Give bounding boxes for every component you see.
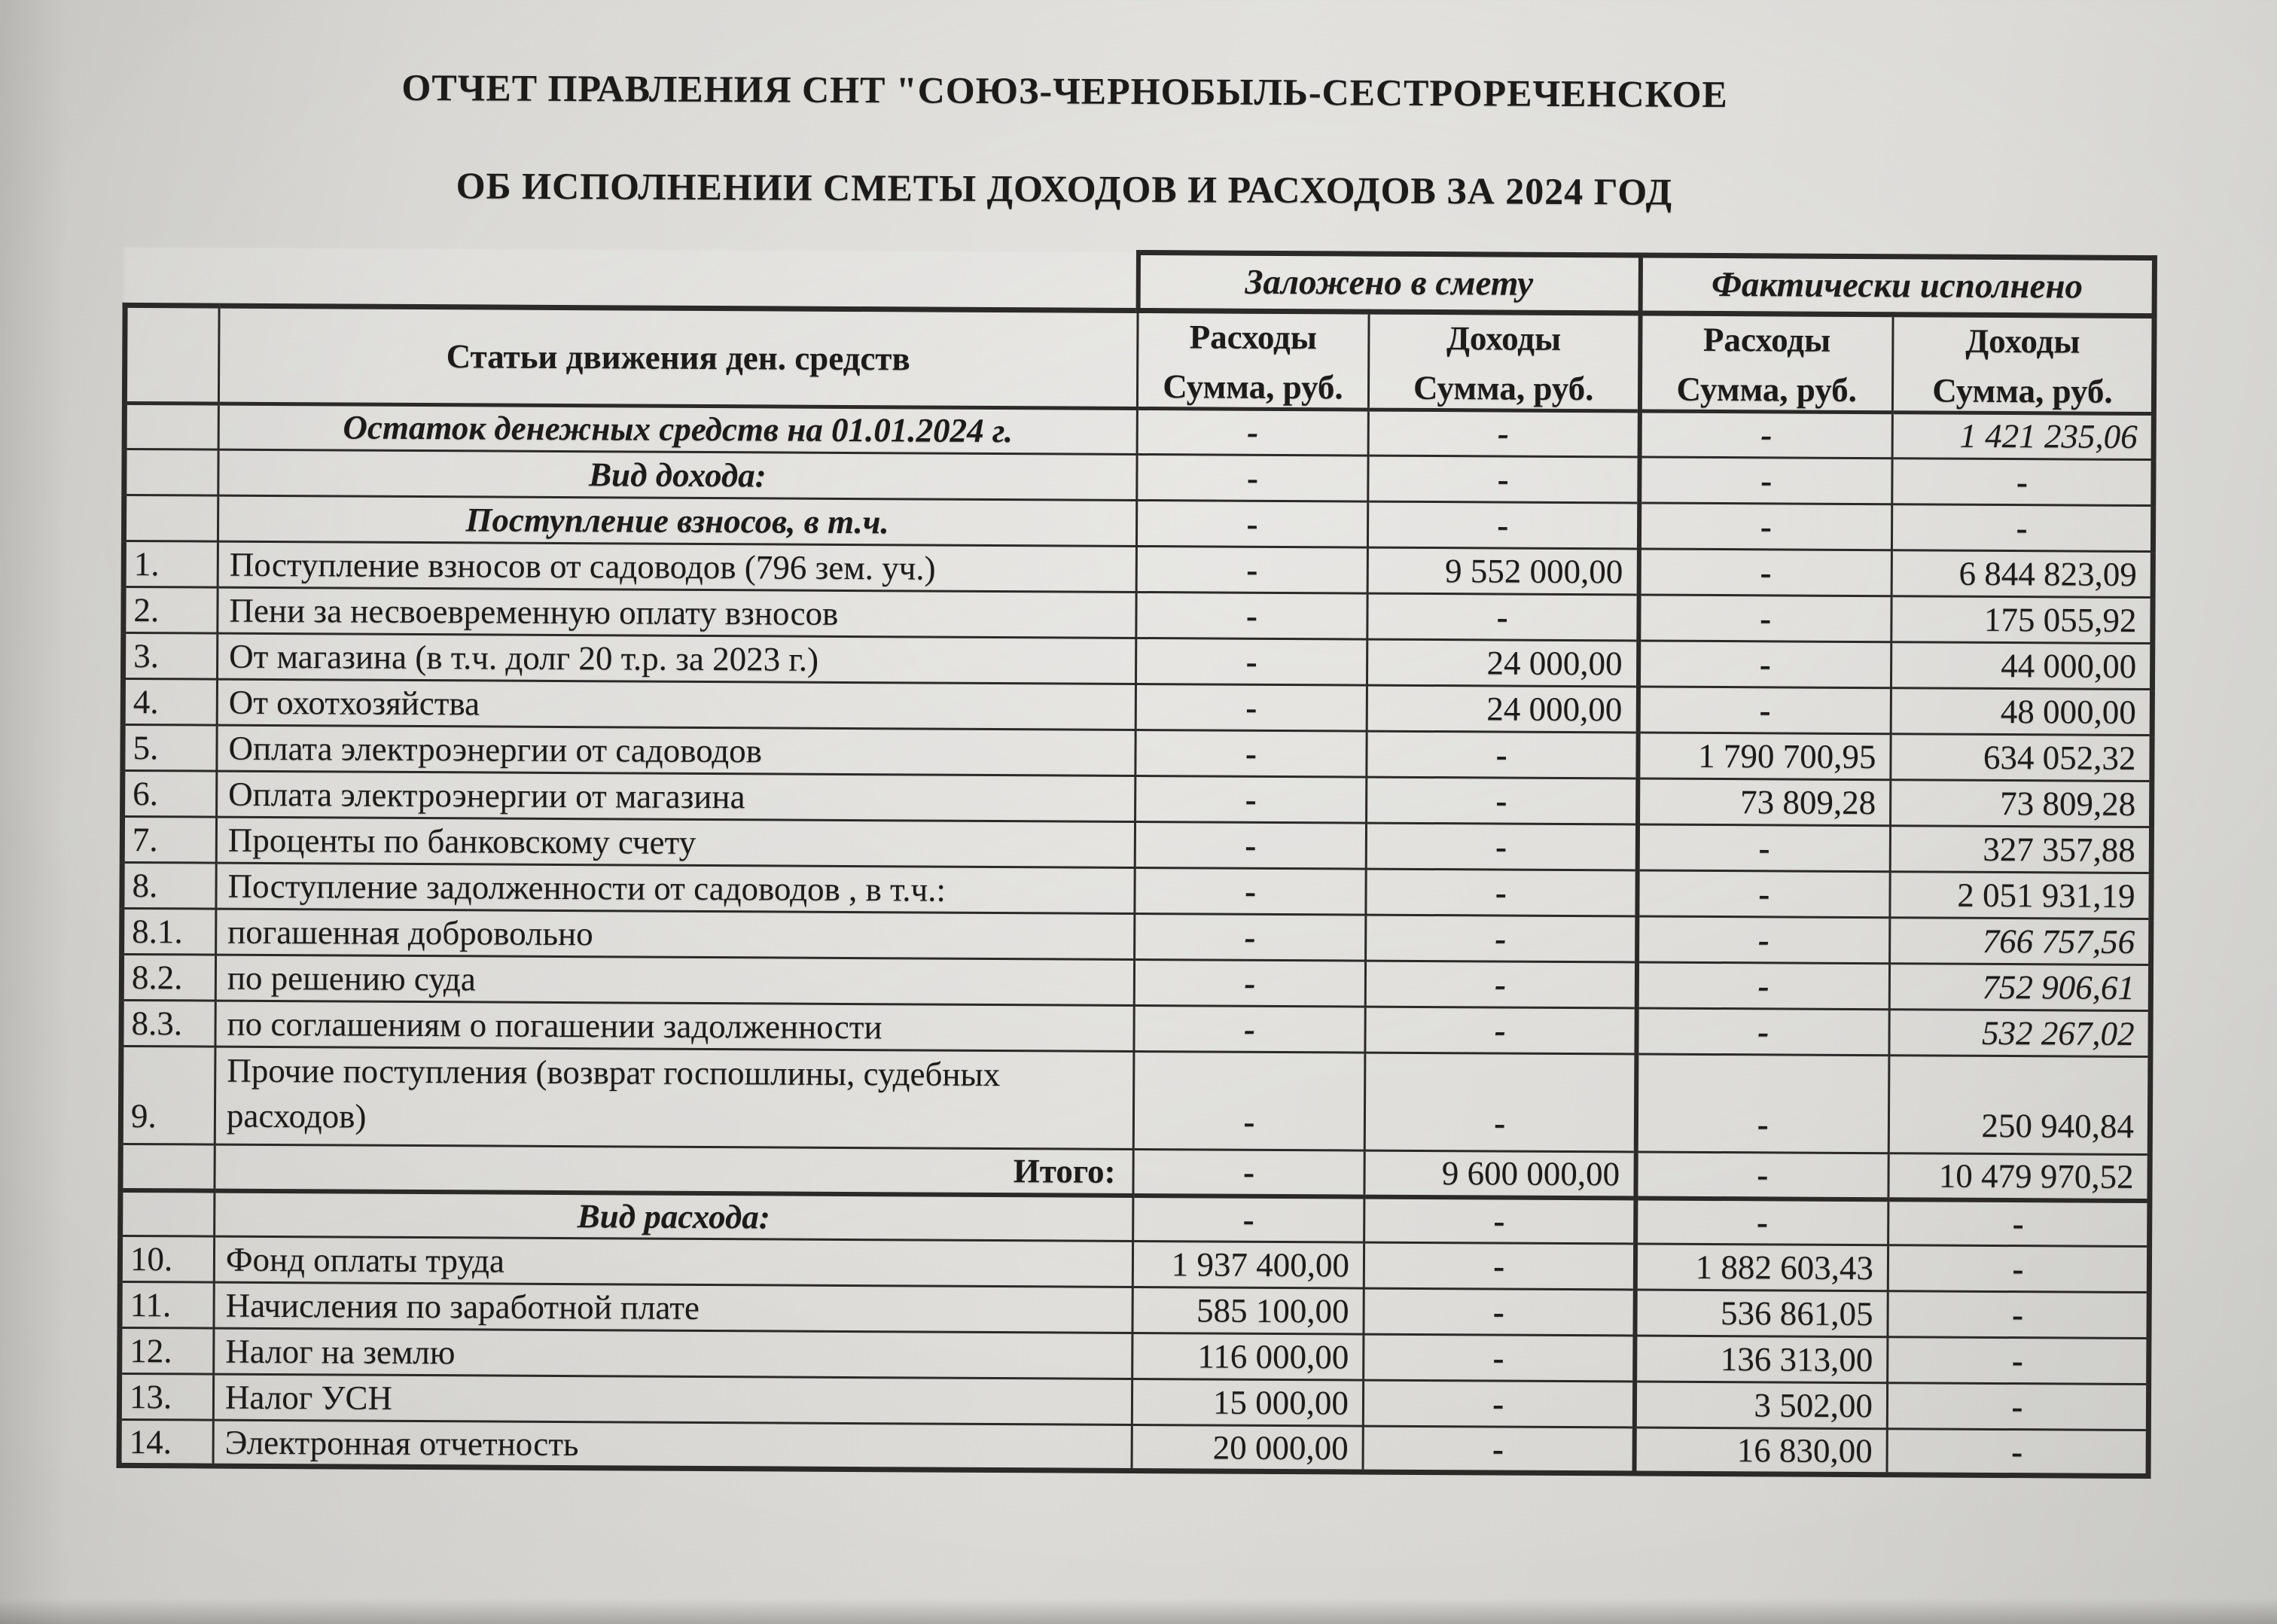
row-label: Оплата электроэнергии от садоводов — [217, 725, 1135, 775]
empty-value-cell: - — [1639, 456, 1892, 504]
row-label: Вид расхода: — [215, 1190, 1133, 1241]
amount-cell: 44 000,00 — [1891, 641, 2152, 689]
empty-value-cell: - — [1638, 594, 1891, 641]
row-label: Оплата электроэнергии от магазина — [217, 771, 1135, 821]
row-number: 8. — [122, 862, 216, 909]
amount-cell: 10 479 970,52 — [1888, 1153, 2150, 1201]
row-label: От магазина (в т.ч. долг 20 т.р. за 2023 г.) — [218, 633, 1136, 684]
row-number: 11. — [120, 1281, 214, 1328]
report-table-body — [119, 403, 2154, 1476]
empty-value-cell: - — [1364, 1288, 1635, 1336]
amount-cell: 585 100,00 — [1132, 1287, 1364, 1334]
empty-value-cell: - — [1363, 1426, 1634, 1473]
row-number — [124, 449, 218, 495]
amount-cell: 116 000,00 — [1132, 1333, 1364, 1380]
row-label: Поступление взносов от садоводов (796 зем. уч.) — [218, 541, 1136, 592]
empty-value-cell: - — [1133, 1051, 1365, 1150]
row-number: 8.2. — [121, 954, 215, 1001]
empty-value-cell: - — [1367, 777, 1638, 824]
amount-cell: 3 502,00 — [1634, 1382, 1887, 1429]
empty-value-cell: - — [1365, 1007, 1636, 1054]
row-number — [120, 1144, 215, 1190]
table-row — [120, 1046, 2150, 1155]
empty-value-cell: - — [1135, 867, 1366, 915]
amount-cell: 16 830,00 — [1634, 1427, 1887, 1475]
amount-cell: 1 882 603,43 — [1635, 1244, 1888, 1291]
empty-value-cell: - — [1136, 592, 1367, 639]
row-number: 12. — [120, 1327, 214, 1374]
amount-cell: 24 000,00 — [1367, 639, 1638, 687]
row-number: 3. — [123, 632, 218, 679]
budget-report-table — [117, 245, 2157, 1479]
row-number: 7. — [122, 816, 216, 863]
group-header-planned: Заложено в смету — [1138, 252, 1640, 312]
row-number: 9. — [120, 1046, 215, 1144]
actual-expenses-header: Расходы Сумма, руб. — [1639, 313, 1893, 412]
amount-cell: 250 940,84 — [1888, 1055, 2150, 1154]
amount-cell: 136 313,00 — [1635, 1336, 1888, 1383]
row-label: От охотхозяйства — [217, 679, 1135, 730]
amount-cell: 15 000,00 — [1132, 1379, 1363, 1426]
row-label: Остаток денежных средств на 01.01.2024 г. — [218, 404, 1137, 454]
empty-value-cell: - — [1635, 1152, 1888, 1199]
empty-value-cell: - — [1639, 410, 1892, 458]
empty-value-cell: - — [1364, 1334, 1635, 1382]
row-label: Фонд оплаты труда — [214, 1236, 1132, 1287]
empty-value-cell: - — [1137, 408, 1368, 456]
row-number: 1. — [123, 541, 218, 587]
empty-value-cell: - — [1638, 640, 1891, 687]
empty-value-cell: - — [1367, 501, 1638, 549]
amount-cell: 73 809,28 — [1638, 778, 1891, 825]
row-number: 6. — [123, 770, 217, 817]
empty-value-cell: - — [1135, 821, 1366, 869]
table-row — [119, 1419, 2148, 1476]
actual-income-header: Доходы Сумма, руб. — [1892, 315, 2154, 413]
empty-value-cell: - — [1133, 1195, 1364, 1242]
empty-value-cell: - — [1638, 502, 1891, 550]
empty-value-cell: - — [1363, 1380, 1634, 1427]
empty-value-cell: - — [1892, 458, 2154, 505]
row-label: Налог на землю — [214, 1328, 1132, 1379]
row-number — [124, 403, 218, 449]
empty-value-cell: - — [1368, 456, 1639, 503]
empty-value-cell: - — [1637, 870, 1890, 917]
row-label: Налог УСН — [213, 1374, 1132, 1424]
document-title — [17, 63, 2111, 216]
amount-cell: 9 552 000,00 — [1367, 547, 1638, 595]
planned-expenses-header: Расходы Сумма, руб. — [1137, 310, 1369, 409]
title-line-1: ОТЧЕТ ПРАВЛЕНИЯ СНТ "СОЮЗ-ЧЕРНОБЫЛЬ-СЕСТРОРЕЧЕНСКОЕ — [401, 66, 1728, 116]
empty-value-cell: - — [1365, 961, 1636, 1008]
amount-cell: 48 000,00 — [1891, 687, 2152, 735]
row-number — [123, 495, 218, 541]
empty-value-cell: - — [1368, 410, 1639, 457]
empty-value-cell: - — [1637, 916, 1890, 963]
amount-cell: 20 000,00 — [1132, 1424, 1363, 1472]
row-label: по соглашениям о погашении задолженности — [215, 1001, 1134, 1051]
amount-cell: 24 000,00 — [1367, 685, 1638, 733]
empty-value-cell: - — [1135, 775, 1367, 823]
row-label: Начисления по заработной плате — [214, 1282, 1132, 1333]
row-number — [120, 1190, 215, 1236]
amount-cell: 9 600 000,00 — [1364, 1150, 1635, 1198]
empty-value-cell: - — [1135, 730, 1367, 777]
empty-value-cell: - — [1888, 1337, 2149, 1385]
row-number: 8.1. — [122, 908, 216, 955]
row-number: 13. — [119, 1373, 213, 1420]
row-number: 14. — [119, 1419, 213, 1466]
row-label: Итого: — [215, 1144, 1133, 1195]
row-number: 5. — [123, 724, 217, 771]
empty-value-cell: - — [1134, 959, 1365, 1007]
row-number: 4. — [123, 678, 217, 725]
row-label: по решению суда — [215, 955, 1134, 1005]
row-number: 10. — [120, 1236, 214, 1282]
empty-value-cell: - — [1135, 684, 1367, 731]
row-number: 2. — [123, 587, 218, 633]
empty-value-cell: - — [1637, 824, 1890, 871]
empty-value-cell: - — [1888, 1245, 2149, 1293]
empty-value-cell: - — [1636, 1007, 1889, 1055]
group-header-actual: Фактически исполнено — [1640, 255, 2154, 316]
amount-cell: 1 937 400,00 — [1132, 1241, 1364, 1288]
empty-value-cell: - — [1366, 869, 1637, 916]
empty-value-cell: - — [1364, 1053, 1636, 1152]
empty-value-cell: - — [1638, 686, 1891, 733]
articles-column-header: Статьи движения ден. средств — [218, 306, 1138, 408]
amount-cell: 634 052,32 — [1891, 733, 2152, 781]
empty-value-cell: - — [1364, 1196, 1635, 1244]
column-header-row — [124, 305, 2154, 413]
row-number: 8.3. — [121, 1000, 215, 1047]
amount-cell: 6 844 823,09 — [1891, 550, 2153, 597]
row-number-header — [124, 305, 219, 403]
empty-value-cell: - — [1367, 593, 1638, 641]
group-header-row — [125, 247, 2154, 315]
empty-value-cell: - — [1364, 1242, 1635, 1290]
empty-value-cell: - — [1635, 1198, 1888, 1245]
amount-cell: 327 357,88 — [1890, 825, 2151, 873]
group-header-spacer — [125, 247, 1138, 310]
empty-value-cell: - — [1888, 1291, 2149, 1339]
empty-value-cell: - — [1134, 1005, 1365, 1053]
empty-value-cell: - — [1636, 961, 1889, 1009]
empty-value-cell: - — [1137, 454, 1368, 501]
amount-cell: 175 055,92 — [1891, 596, 2153, 643]
amount-cell: 73 809,28 — [1891, 779, 2152, 827]
amount-cell: 766 757,56 — [1890, 917, 2151, 964]
empty-value-cell: - — [1367, 731, 1638, 778]
amount-cell: 532 267,02 — [1889, 1009, 2150, 1056]
row-label: Пени за несвоевременную оплату взносов — [218, 587, 1136, 638]
empty-value-cell: - — [1891, 504, 2153, 551]
empty-value-cell: - — [1366, 823, 1637, 870]
title-line-2: ОБ ИСПОЛНЕНИИ СМЕТЫ ДОХОДОВ И РАСХОДОВ ЗА 2024 ГОД — [456, 164, 1673, 213]
row-label: Проценты по банковскому счету — [216, 817, 1135, 867]
empty-value-cell: - — [1133, 1149, 1364, 1196]
empty-value-cell: - — [1635, 1053, 1889, 1153]
row-label: Поступление взносов, в т.ч. — [218, 495, 1136, 546]
amount-cell: 536 861,05 — [1635, 1290, 1888, 1337]
amount-cell: 2 051 931,19 — [1890, 871, 2151, 919]
amount-cell: 1 421 235,06 — [1892, 412, 2154, 459]
row-label: погашенная добровольно — [216, 909, 1135, 959]
empty-value-cell: - — [1887, 1429, 2148, 1476]
row-label: Вид дохода: — [218, 449, 1137, 500]
empty-value-cell: - — [1136, 500, 1367, 547]
empty-value-cell: - — [1135, 638, 1367, 685]
empty-value-cell: - — [1135, 913, 1366, 961]
empty-value-cell: - — [1887, 1383, 2148, 1431]
amount-cell: 752 906,61 — [1889, 963, 2150, 1010]
amount-cell: 1 790 700,95 — [1638, 732, 1891, 779]
empty-value-cell: - — [1638, 548, 1891, 596]
row-label: Электронная отчетность — [213, 1420, 1132, 1470]
row-label: Поступление задолженности от садоводов , в т.ч.: — [216, 863, 1135, 913]
empty-value-cell: - — [1366, 915, 1637, 962]
planned-income-header: Доходы Сумма, руб. — [1368, 312, 1640, 410]
empty-value-cell: - — [1136, 546, 1367, 593]
empty-value-cell: - — [1888, 1199, 2150, 1247]
row-label: Прочие поступления (возврат госпошлины, судебных расходов) — [215, 1047, 1134, 1150]
